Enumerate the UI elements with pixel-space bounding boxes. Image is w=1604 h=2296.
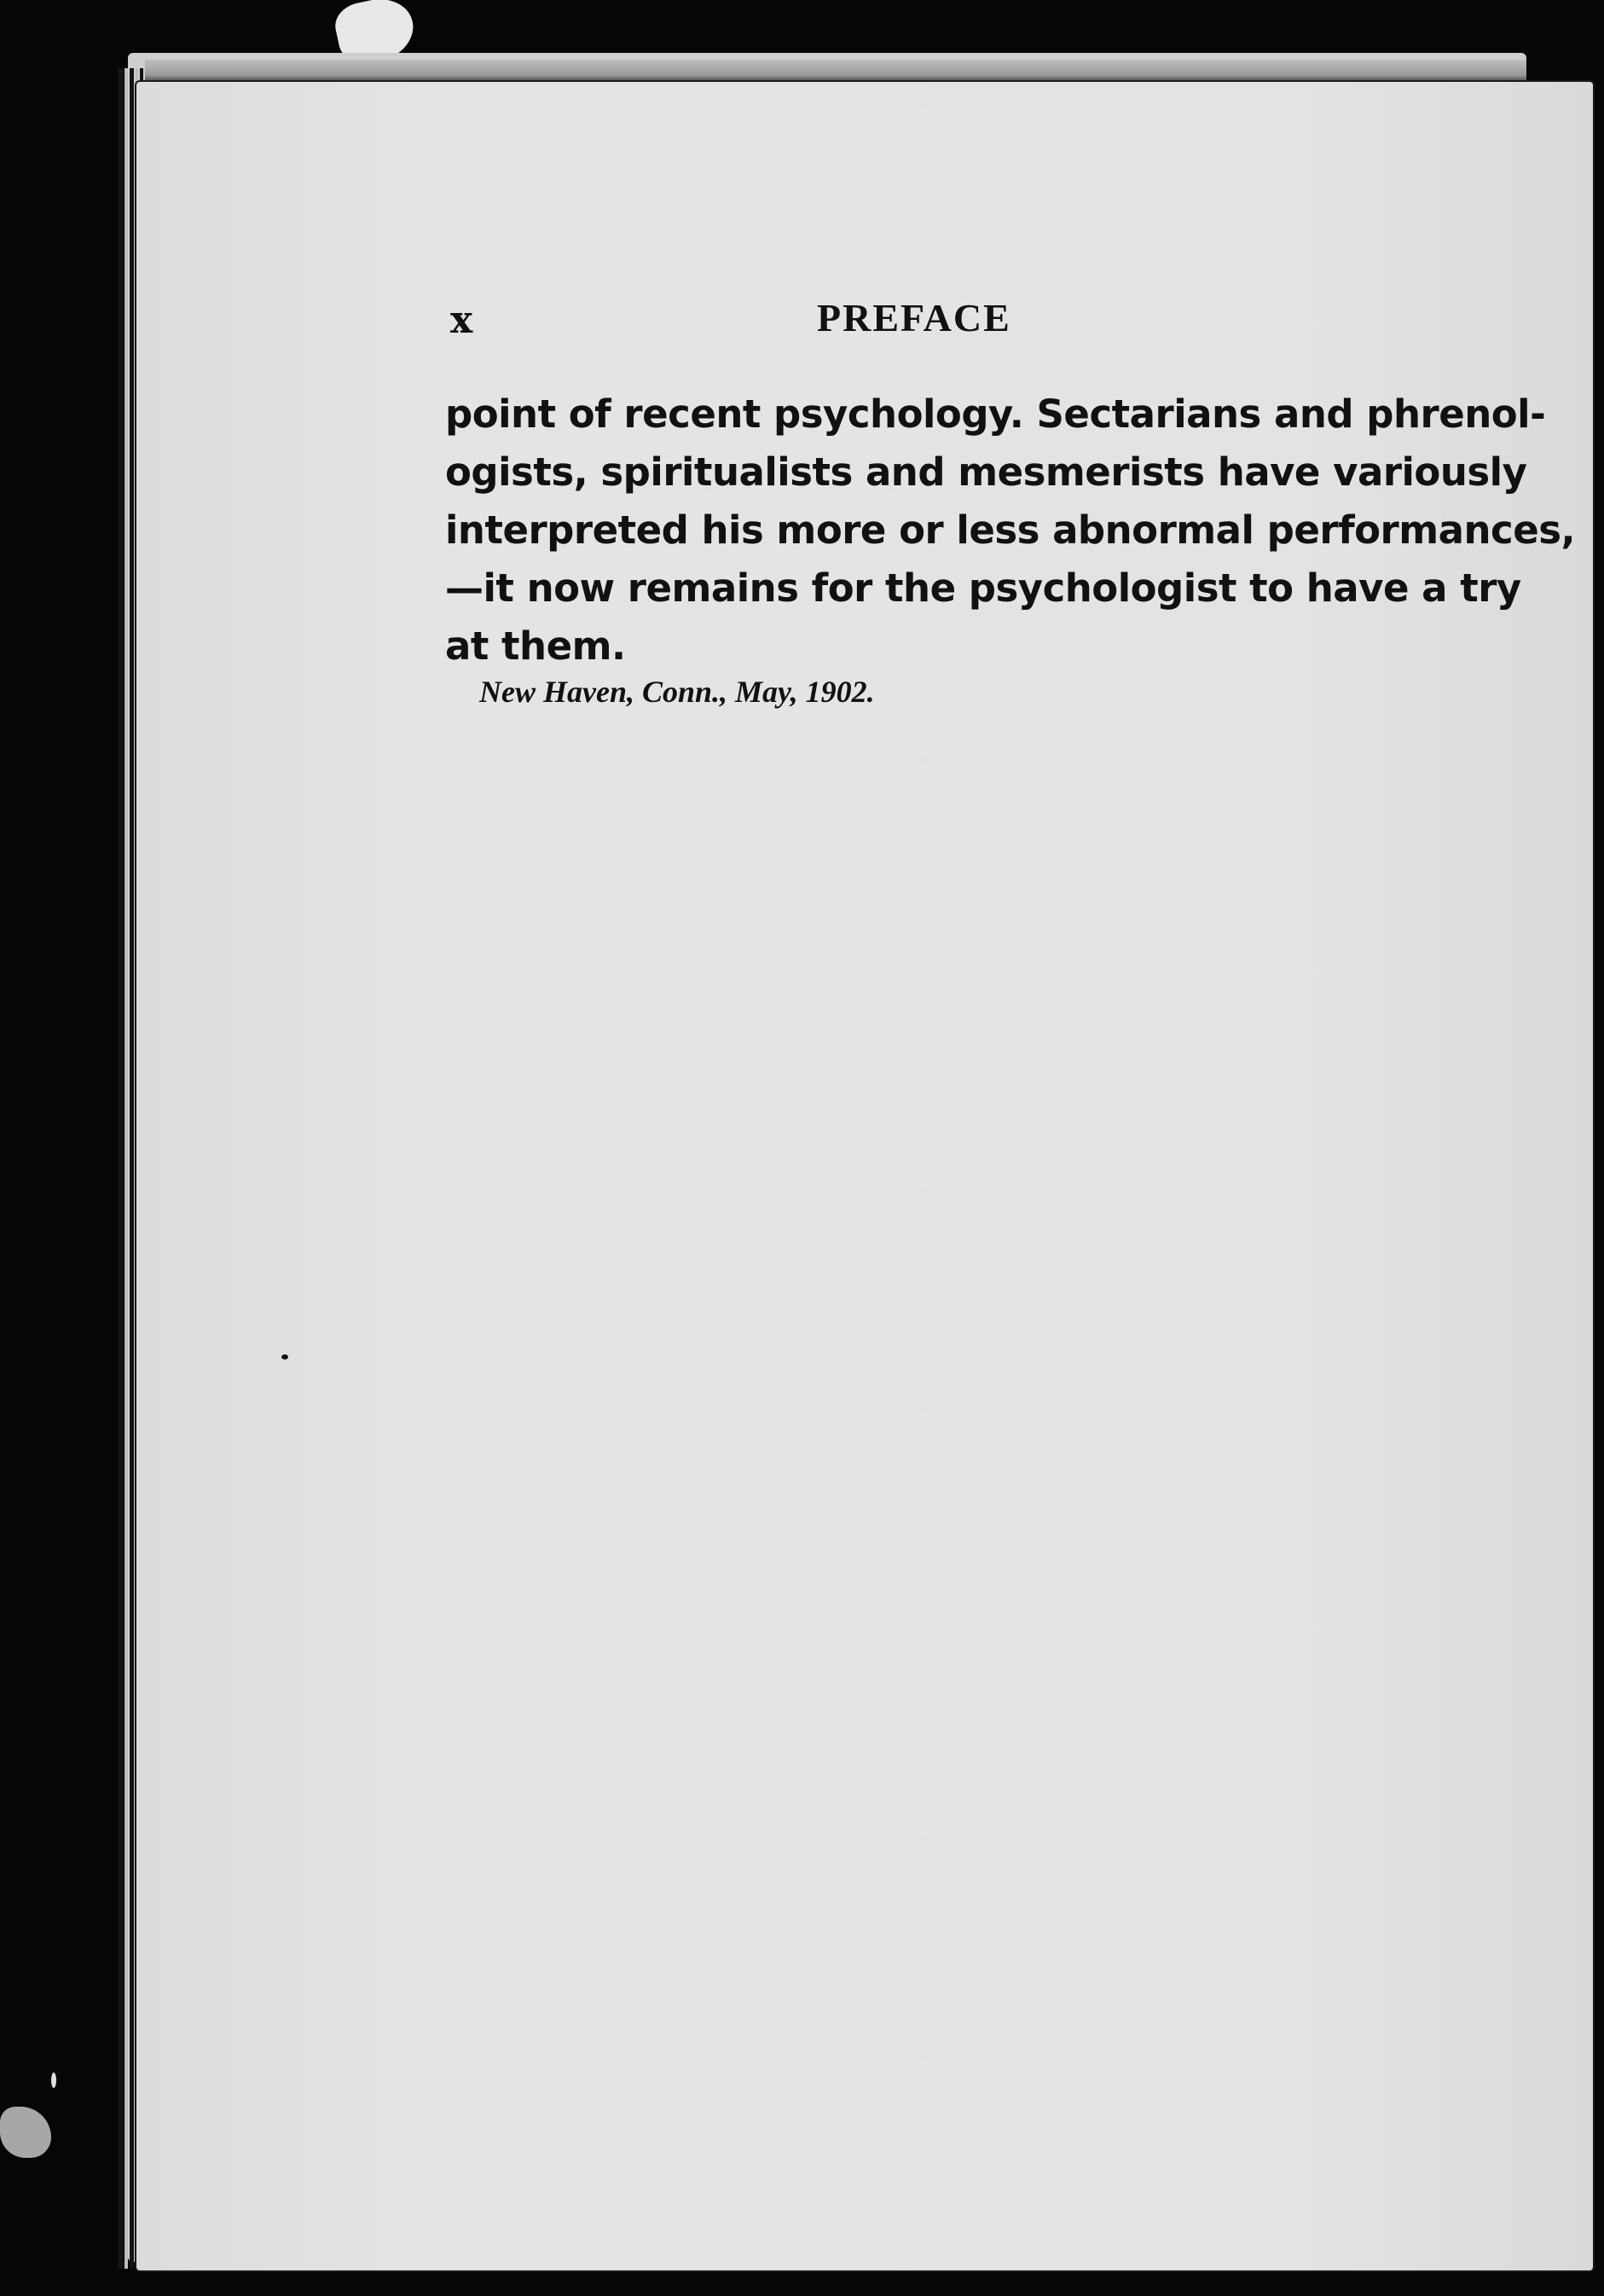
body-line: —it now remains for the psychologist to have a try xyxy=(445,565,1521,611)
body-line: interpreted his more or less abnormal performances, xyxy=(445,507,1576,553)
running-head: PREFACE xyxy=(817,296,1011,339)
page-number: x xyxy=(450,299,474,342)
body-line: at them. xyxy=(445,623,626,669)
place-date-signoff: New Haven, Conn., May, 1902. xyxy=(479,675,875,709)
ink-speck xyxy=(51,2073,56,2088)
body-paragraph xyxy=(445,386,1576,675)
body-line: ogists, spiritualists and mesmerists have variously xyxy=(445,449,1527,495)
body-line: point of recent psychology. Sectarians and phrenol- xyxy=(445,391,1546,437)
ink-speck xyxy=(281,1354,288,1360)
